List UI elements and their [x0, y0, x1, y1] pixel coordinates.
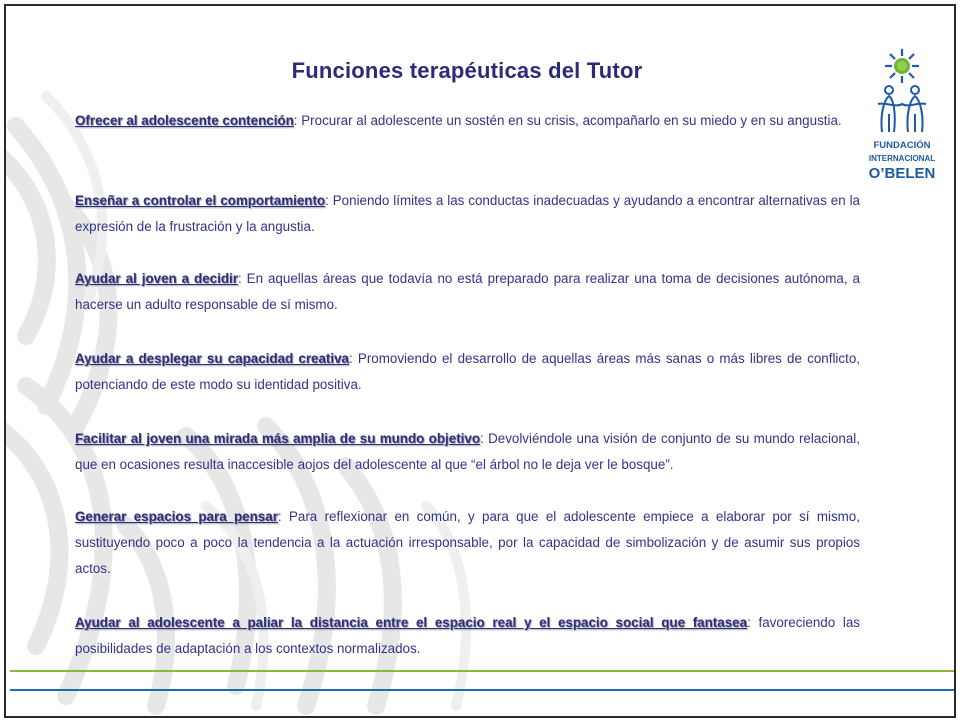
item-comportamiento — [75, 188, 860, 240]
item-paliar — [75, 610, 860, 662]
item-text: : Procurar al adolescente un sostén en su crisis, acompañarlo en su miedo y en su angustia. — [293, 113, 842, 128]
slide — [4, 4, 956, 718]
item-text: : Devolviéndole una visión de conjunto de su mundo relacional, que en ocasiones resulta inaccesible aojos del adolescente al que “el árbol no le deja ver le bosque”. — [75, 431, 860, 472]
item-text: : favoreciendo las posibilidades de adaptación a los contextos normalizados. — [75, 615, 860, 656]
divider-blue — [10, 689, 956, 691]
item-text: : Poniendo límites a las conductas inadecuadas y ayudando a encontrar alternativas en la expresión de la frustración y la angustia. — [75, 193, 860, 234]
item-text: : Para reflexionar en común, y para que el adolescente empiece a elaborar por sí mismo, sustituyendo poco a poco la tendencia a la actuación irresponsable, por la capacidad de simbolización y de asumir sus propios actos. — [75, 509, 860, 576]
item-heading: Facilitar al joven una mirada más amplia de su mundo objetivo — [75, 431, 481, 446]
item-mirada — [75, 426, 860, 478]
item-heading: Ayudar a desplegar su capacidad creativa — [75, 351, 349, 366]
item-heading: Ayudar al joven a decidir — [75, 271, 238, 286]
logo-line3: O’BELEN — [868, 165, 936, 182]
logo-line1: FUNDACIÓN — [873, 140, 931, 151]
item-pensar — [75, 504, 860, 582]
item-text: : En aquellas áreas que todavía no está preparado para realizar una toma de decisiones autónoma, a hacerse un adulto responsable de sí mismo. — [75, 271, 861, 312]
item-creativa — [75, 346, 860, 398]
logo-emblem-icon — [866, 44, 946, 184]
item-heading: Ayudar al adolescente a paliar la distancia entre el espacio real y el espacio social que fantasea — [75, 615, 748, 630]
item-heading: Generar espacios para pensar — [75, 509, 278, 524]
item-heading: Enseñar a controlar el comportamiento — [75, 193, 326, 208]
item-text: : Promoviendo el desarrollo de aquellas áreas más sanas o más libres de conflicto, potenciando de este modo su identidad positiva. — [75, 351, 860, 392]
logo-line2: INTERNACIONAL — [868, 154, 936, 163]
divider-green — [10, 670, 956, 672]
item-decidir — [75, 266, 860, 318]
item-heading: Ofrecer al adolescente contención — [75, 113, 294, 128]
page-title: Funciones terapéuticas del Tutor — [291, 58, 643, 83]
item-contencion — [75, 108, 860, 134]
fundacion-logo — [866, 44, 946, 184]
